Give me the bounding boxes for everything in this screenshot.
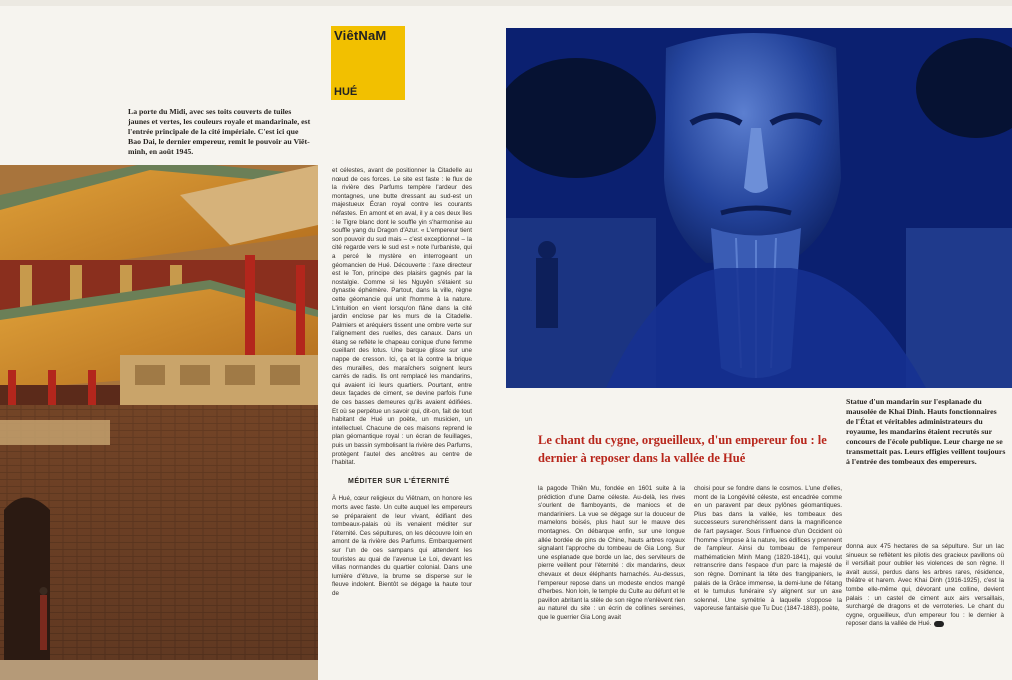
city-label: HUÉ — [334, 86, 358, 98]
column-4-text: donna aux 475 hectares de sa sépulture. Sur un lac sinueux se reflètent les pilotis des gracieux pavillons où il versifiait pour oublier les violences de son règne. Il avait aussi, perdus dans les arbres rares, résidence, théâtre et harem. Avec Khai Dinh (1916-1925), c'est la tombe elle-même qui, dévorant une colline, devient palais : un castel de ciment aux airs versaillais, surchargé de dragons et de verroteries. Le chant du cygne, orgueilleux, d'un empereur fou : le dernier à reposer dans la vallée de Hué. — [846, 543, 1004, 628]
headline-text: Le chant du cygne, orgueilleux, d'un empereur fou : le dernier à reposer dans la vallée de Hué — [538, 433, 827, 465]
page-top-strip — [0, 0, 1012, 6]
column-2-text: la pagode Thiên Mu, fondée en 1601 suite à la prédiction d'une Dame céleste. Au-delà, les rives s'ourlent de flamboyants, de maniocs et de mandariniers. La vue se dégage sur la douceur de mamelons boisés, plus haut sur le mauve des montagnes. On débarque enfin, sur une longue allée bordée de pins de Chine, hauts arbres royaux signalant l'approche du tombeau de Gia Long. Sur une esplanade que borde un lac, des serviteurs de pierre veillent pour l'éternité : dix mandarins, deux chevaux et deux éléphants harnachés. Au-dessus, l'empereur repose dans un modeste enclos mangé d'herbes. Non loin, le temple du Culte au défunt et le pavillon abritant la stèle de son règne n'enlèvent rien au naturel du site : un écrin de collines sereines, que le guerrier Gia Long avait — [538, 485, 685, 621]
country-label: ViêtNaM — [334, 28, 387, 43]
statue-caption-text: Statue d'un mandarin sur l'esplanade du mausolée de Khai Dinh. Hauts fonctionnaires de l'État et véritables administrateurs du royaume, les mandarins étaient recrutés sur concours de l'école publique. Leur charge ne se transmettait pas. Leurs effigies veillent toujours à l'entrée des tombeaux des empereurs. — [846, 397, 1006, 466]
gate-caption-text: La porte du Midi, avec ses toits couverts de tuiles jaunes et vertes, les couleurs royale et mandarinale, est l'entrée principale de la cité impériale. C'est ici que Bao Dai, le dernier empereur, remit le pouvoir au Viêt-minh, en août 1945. — [128, 107, 311, 156]
gate-photo-caption — [128, 107, 313, 157]
meridian-gate-photo — [0, 165, 318, 680]
column-1-text: et célestes, avant de positionner la Citadelle au nœud de ces forces. Le site est faste : le flux de la rivière des Parfums tempère l'ardeur des montagnes, une butte dressant au sud-est un majestueux Écran royal contre les courants néfastes. En amont et en aval, il y a ces deux îles : le Tigre blanc dont le souffle yin s'harmonise au souffle yang du Dragon d'Azur. « L'empereur tient son pouvoir du sud mais – c'est exceptionnel – la cité regarde vers le sud est » note l'urbaniste, qui a percé le mystère en interrogeant un géomancien de Hué. Découverte : l'axe directeur est le Ton, principe des plaisirs gagnés par la nostalgie. Comme si les Nguyên s'étaient su dynastie éphémère. Partout, dans la ville, règne cette géomancie qui unit l'homme à la nature. L'intuition en vient lorsqu'on flâne dans la cité jardin enclose par les murs de la Citadelle. Palmiers et aréquiers tissent une ombre verte sur l'alignement des ruelles, des canaux. Dans un étang se reflète le chapeau conique d'une femme cueillant des lotus. Une barque glisse sur une nappe de cresson. Ici, ça et là contre la brique des murailles, des maraîchers soignent leurs carrés de radis. Ils ont remplacé les mandarins, qui avaient ici leurs quartiers. Pourtant, entre deux façades de ciment, se devine parfois l'une de ces basses demeures qu'ils avaient édifiées. Et où se perpétue un savoir qui, dit-on, fait de tout habitant de Hué un poète, un musicien, un intellectuel. Chacune de ces maisons reprend le plan géomantique royal : un écran de feuillages, puis un bassin symbolisant la rivière des Parfums, protègent l'autel des ancêtres au centre de l'habitat. — [332, 167, 472, 467]
mandarin-statue-photo — [506, 28, 1012, 388]
body-column-1 — [332, 167, 472, 677]
body-column-3 — [694, 485, 842, 677]
section-label — [331, 26, 405, 100]
article-headline — [538, 432, 848, 467]
body-column-4 — [846, 543, 1004, 677]
statue-photo-caption — [846, 397, 1006, 467]
section-subheading: MÉDITER SUR L'ÉTERNITÉ — [348, 477, 450, 485]
end-of-article-mark — [934, 621, 944, 627]
column-1-text-continued: À Hué, cœur religieux du Viêtnam, on honore les morts avec faste. Un culte auquel les empereurs se préparaient de leur vivant, édifiant des tombeaux-palais où ils venaient méditer sur l'éternité. Ces sépultures, on les découvre loin en amont de la rivière des Parfums. Embarquement sur l'un de ces sampans qui attendent les touristes au quai de l'avenue Le Loi, devant les villas normandes du quartier colonial. Dans une lumière d'étuve, la brume se disperse sur le fleuve indolent. Bientôt se dégage la haute tour de — [332, 495, 472, 597]
body-column-2 — [538, 485, 685, 677]
column-3-text: choisi pour se fondre dans le cosmos. L'une d'elles, mont de la Longévité céleste, est encadrée comme en un paravent par deux pylônes géomantiques. Plus bas dans la vallée, les tombeaux des successeurs surenchérissent dans la magnificence de l'art paysager. Sous l'influence d'un Occident où l'homme s'impose à la nature, les édifices y prennent de l'ampleur. Ainsi du tombeau de l'empereur mathématicien Minh Mang (1820-1841), qui voulut retranscrire dans l'espace d'un parc la majesté de son règne. Dominant la tête des frangipaniers, le palais de la Grâce immense, la demi-lune de l'étang et le tumulus funéraire s'y alignent sur un axe solennel. Une symétrie à laquelle s'oppose la vaporeuse fantaisie que Tu Duc (1847-1883), poète, — [694, 485, 842, 613]
